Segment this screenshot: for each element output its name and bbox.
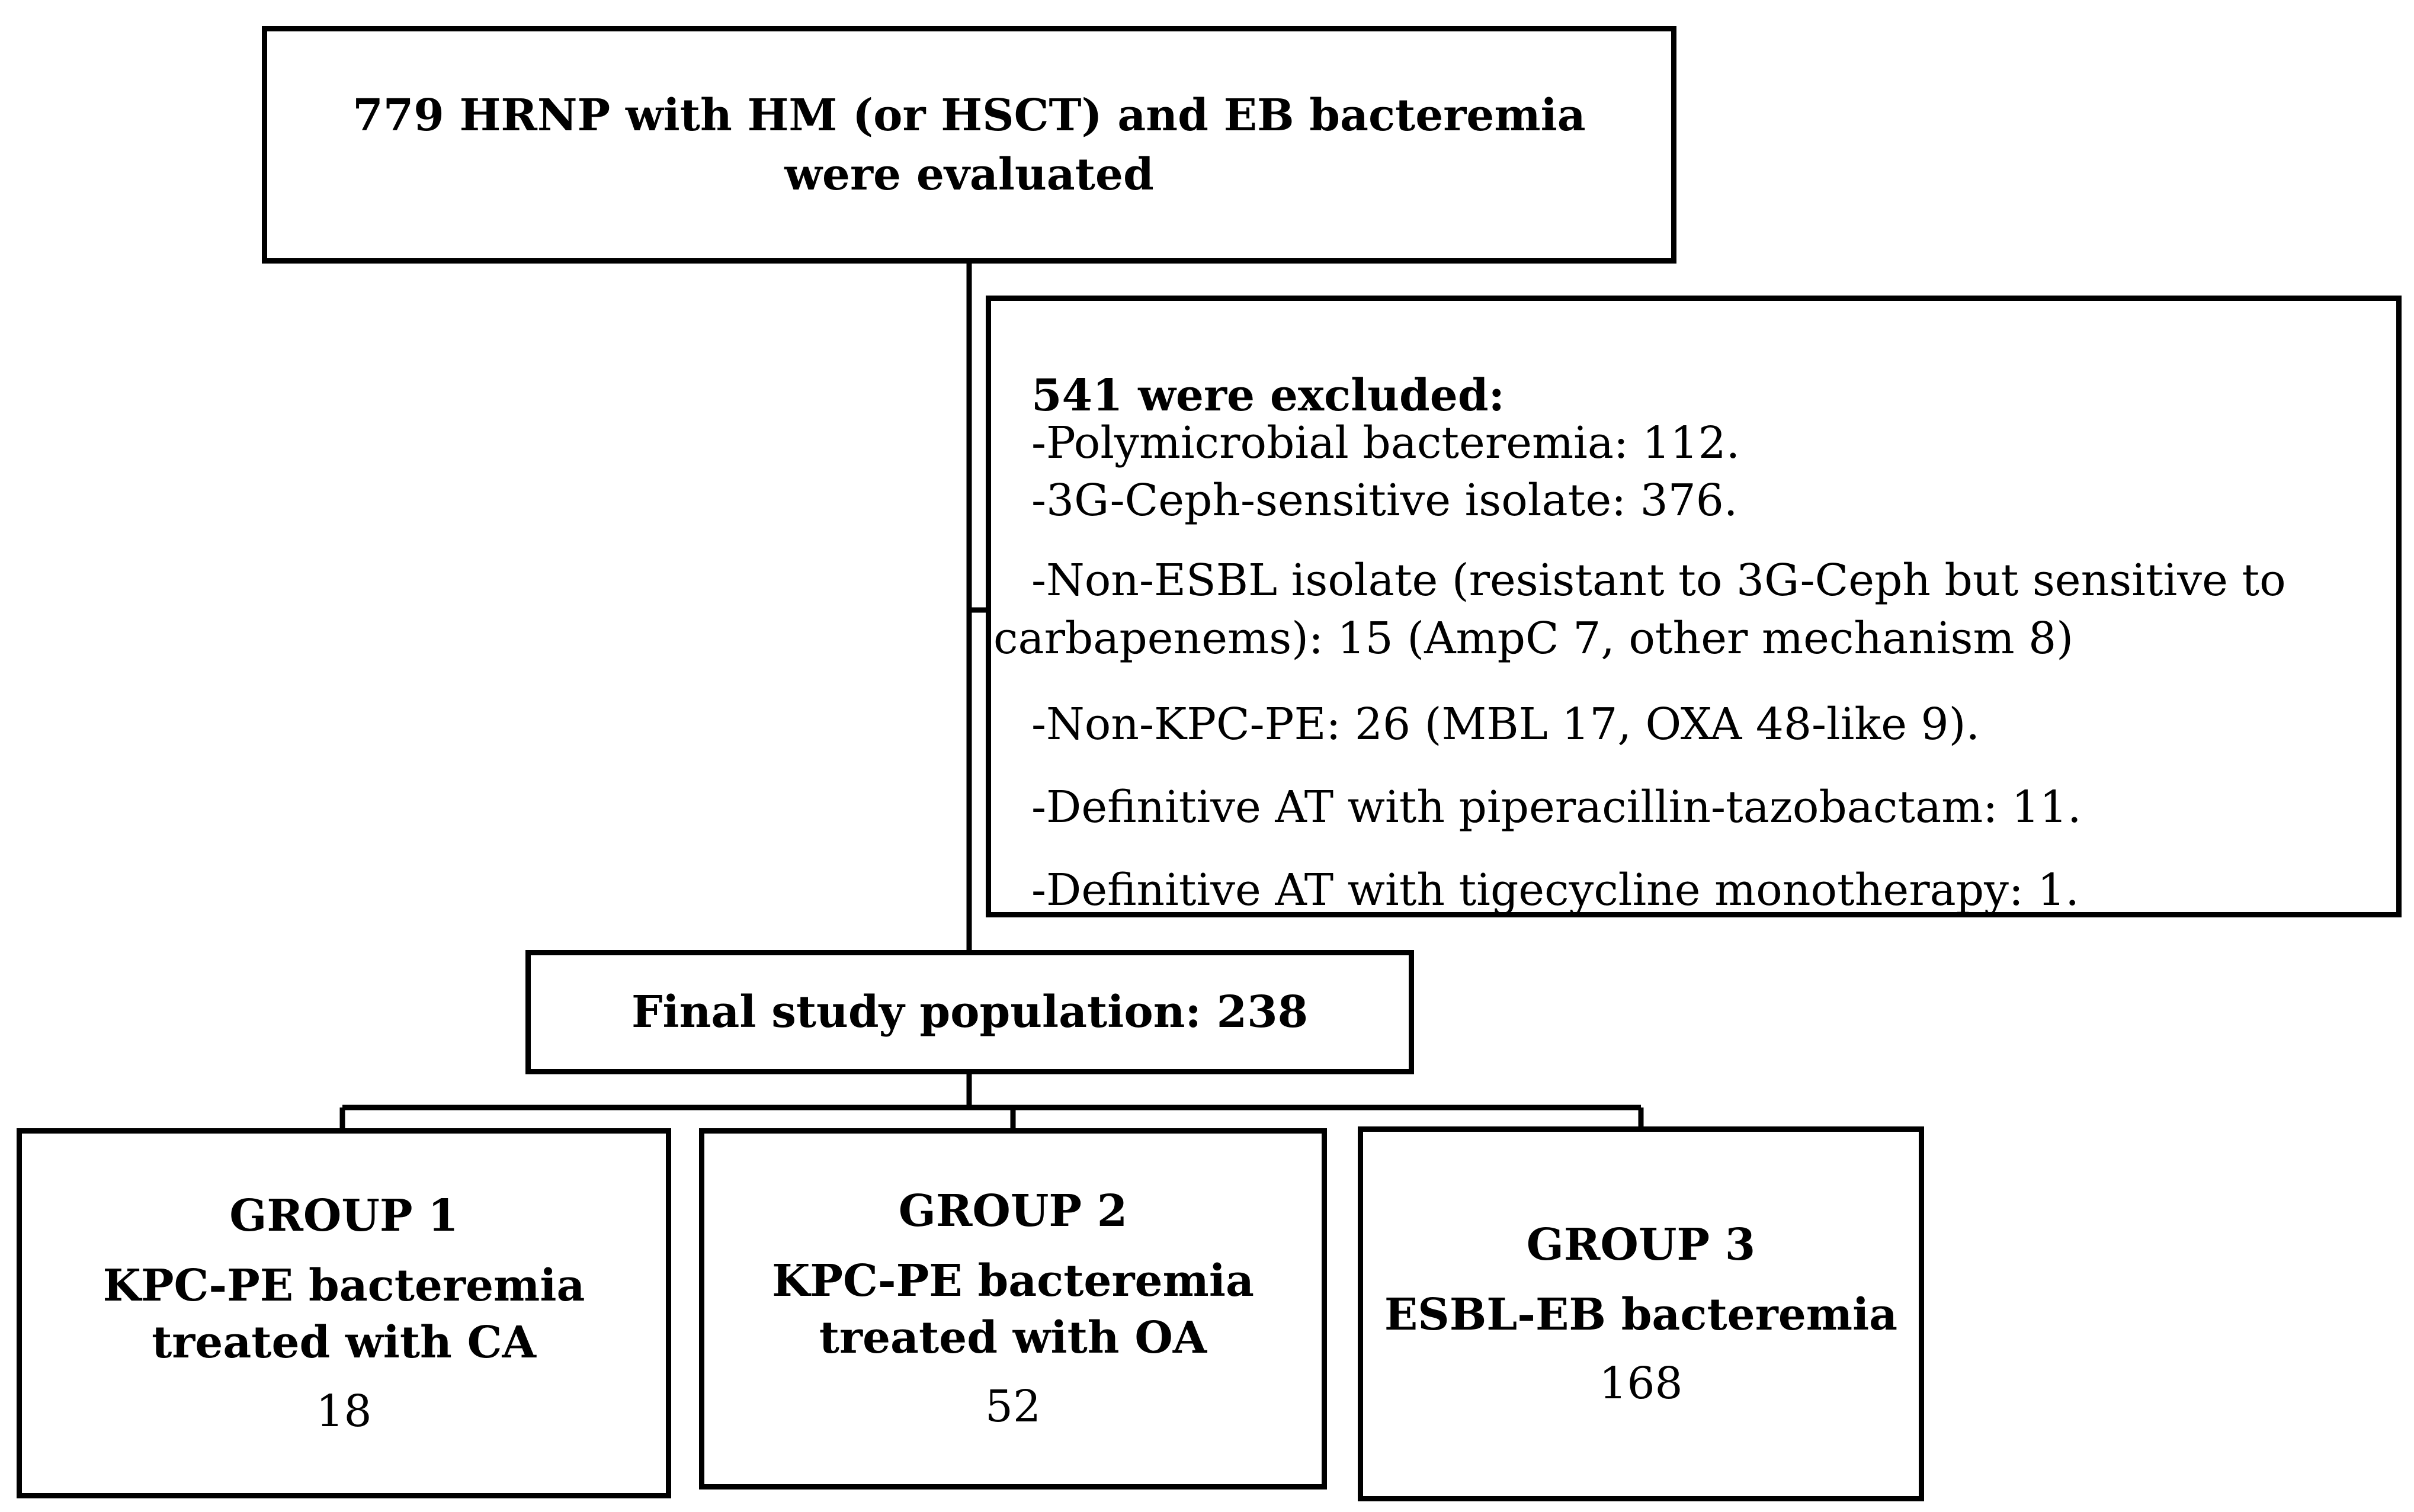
exclusion-item: -Non-ESBL isolate (resistant to 3G-Ceph but sensitive to [1031,555,2286,606]
evaluated-population-box [262,26,1676,264]
exclusion-item: carbapenems): 15 (AmpC 7, other mechanism 8) [993,613,2074,664]
group-count: 18 [316,1385,372,1437]
group-description: ESBL-EB bacteremia [1384,1289,1898,1340]
group-title: GROUP 2 [898,1186,1128,1237]
evaluated-population-text: 779 HRNP with HM (or HSCT) and EB bacteremia were evaluated [352,89,1586,200]
final-population-text: Final study population: 238 [631,987,1309,1038]
group-count: 168 [1599,1357,1683,1409]
group-description: KPC-PE bacteremia treated with OA [772,1256,1254,1363]
group-1-box [17,1128,671,1498]
exclusion-item: -Definitive AT with piperacillin-tazobactam: 11. [1031,782,2082,833]
exclusion-item: -Non-KPC-PE: 26 (MBL 17, OXA 48-like 9). [1031,699,1980,750]
exclusion-item: -3G-Ceph-sensitive isolate: 376. [1031,475,1738,526]
exclusions-heading: 541 were excluded: [1031,370,1505,421]
exclusion-item: -Polymicrobial bacteremia: 112. [1031,418,1740,468]
group-2-box [699,1128,1327,1489]
exclusion-item: -Definitive AT with tigecycline monotherapy: 1. [1031,865,2079,916]
group-3-box [1358,1126,1924,1501]
group-description: KPC-PE bacteremia treated with CA [102,1260,585,1368]
final-population-box [525,950,1414,1074]
group-title: GROUP 3 [1526,1219,1756,1270]
group-title: GROUP 1 [229,1190,459,1241]
group-count: 52 [985,1381,1041,1432]
exclusions-box [986,296,2402,917]
